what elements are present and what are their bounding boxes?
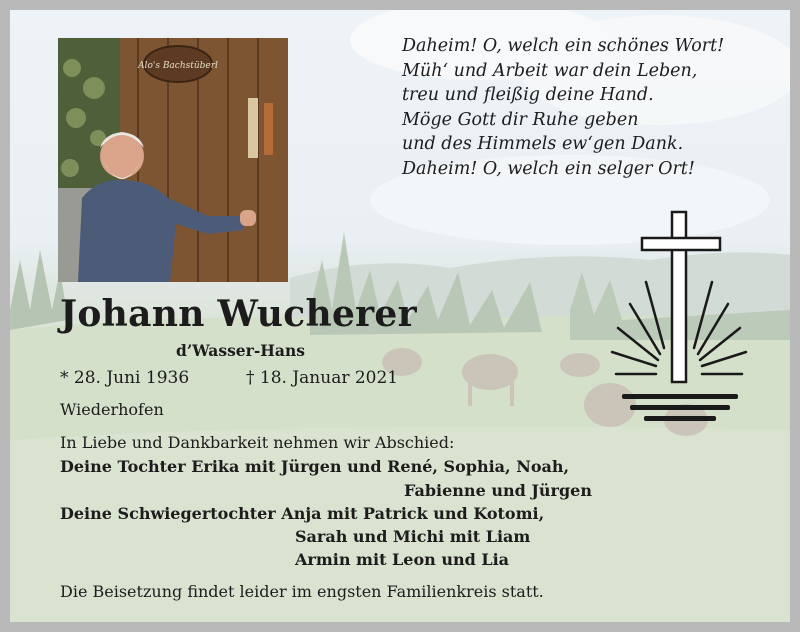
- poem-line: und des Himmels ew‘gen Dank.: [402, 134, 684, 154]
- poem-line: Daheim! O, welch ein schönes Wort!: [402, 36, 725, 56]
- sign-text: Alo's Bachstüberl: [138, 61, 218, 71]
- deceased-name: Johann Wucherer: [60, 293, 417, 335]
- poem-line: Möge Gott dir Ruhe geben: [402, 109, 639, 130]
- farewell-intro: In Liebe und Dankbarkeit nehmen wir Abschied:: [60, 433, 455, 452]
- mourner-line: Deine Schwiegertochter Anja mit Patrick und Kotomi,: [60, 504, 545, 523]
- poem: [402, 34, 782, 181]
- mourner-line: Armin mit Leon und Lia: [295, 550, 510, 569]
- deceased-nickname: d’Wasser-Hans: [176, 341, 305, 360]
- hometown: Wiederhofen: [60, 400, 164, 419]
- mourner-line: Deine Tochter Erika mit Jürgen und René, Sophia, Noah,: [60, 457, 570, 476]
- poem-line: Daheim! O, welch ein selger Ort!: [402, 158, 695, 179]
- poem-line: treu und fleißig deine Hand.: [402, 85, 654, 105]
- birth-date: * 28. Juni 1936: [60, 368, 190, 388]
- poem-line: Müh‘ und Arbeit war dein Leben,: [402, 60, 698, 81]
- portrait-photo: [58, 38, 288, 282]
- mourner-line: Fabienne und Jürgen: [404, 481, 592, 500]
- burial-note: Die Beisetzung findet leider im engsten Familienkreis statt.: [60, 582, 544, 601]
- mourner-line: Sarah und Michi mit Liam: [295, 527, 531, 546]
- obituary-card: [10, 10, 790, 622]
- cross-icon: [600, 208, 760, 428]
- death-date: † 18. Januar 2021: [246, 368, 399, 388]
